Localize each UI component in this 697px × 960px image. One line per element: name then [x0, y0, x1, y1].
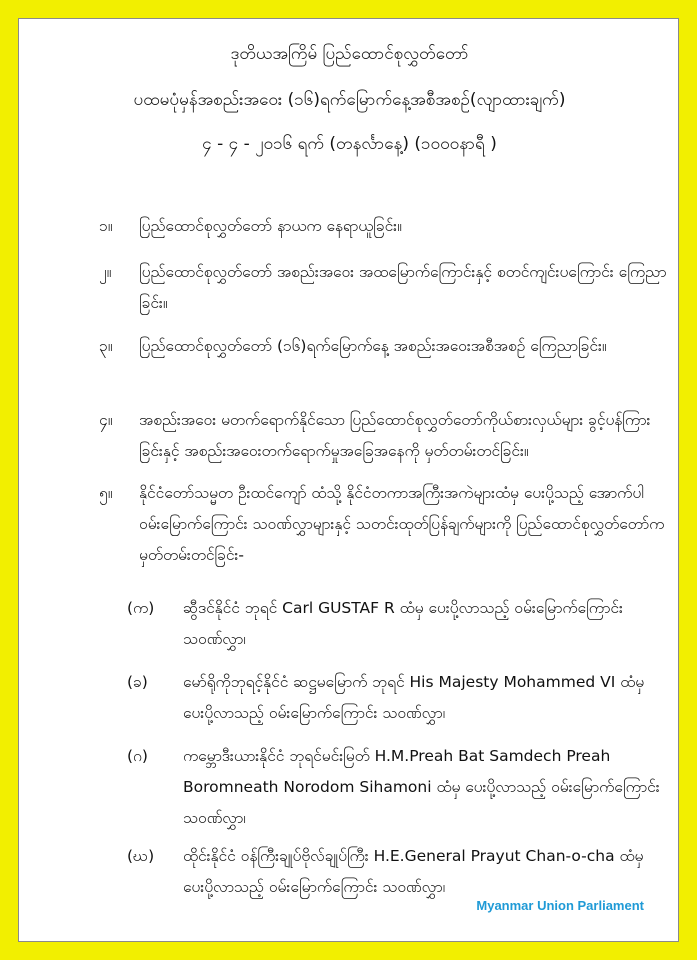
sub-item-label: (ဃ) [127, 847, 155, 865]
agenda-item-number: ၂။ [99, 263, 112, 281]
sub-item-gha [127, 841, 667, 903]
agenda-item-number: ၅။ [99, 484, 113, 502]
sub-item-text: ကမ္ဘောဒီးယားနိုင်ငံ ဘုရင်မင်းမြတ် H.M.Preah Bat Samdech Preah Boromneath Norodom Sihamoni ထံမှ ပေးပို့လာသည့် ဝမ်းမြောက်ကြောင်း သဝဏ်လွှာ၊ [183, 747, 660, 827]
agenda-item-text: ပြည်ထောင်စုလွှတ်တော် အစည်းအဝေး အထမြောက်ကြောင်းနှင့် စတင်ကျင်းပကြောင်း ကြေညာခြင်း။ [139, 263, 667, 312]
agenda-item-text: နိုင်ငံတော်သမ္မတ ဦးထင်ကျော် ထံသို့ နိုင်ငံတကာအကြီးအကဲများထံမှ ပေးပို့သည့် အောက်ပါ ဝမ်းမြောက်ကြောင်း သဝဏ်လွှာများနှင့် သတင်းထုတ်ပြန်ချက်များကို ပြည်ထောင်စုလွှတ်တော်က မှတ်တမ်းတင်ခြင်း- [139, 484, 665, 564]
agenda-item-number: ၃။ [99, 337, 113, 355]
sub-item-label: (ခ) [127, 673, 148, 691]
sub-item-text: ထိုင်းနိုင်ငံ ဝန်ကြီးချုပ်ဗိုလ်ချုပ်ကြီး H.E.General Prayut Chan-o-cha ထံမှ ပေးပို့လာသည့် ဝမ်းမြောက်ကြောင်း သဝဏ်လွှာ၊ [183, 847, 644, 896]
sub-item-label: (ဂ) [127, 747, 148, 765]
agenda-item-5 [99, 478, 669, 571]
document-page [18, 18, 679, 942]
agenda-item-4 [99, 405, 669, 467]
agenda-item-text: ပြည်ထောင်စုလွှတ်တော် နာယက နေရာယူခြင်း။ [139, 217, 402, 235]
sub-item-ka [127, 593, 667, 655]
sub-item-text: ဆွီဒင်နိုင်ငံ ဘုရင် Carl GUSTAF R ထံမှ ပေးပို့လာသည့် ဝမ်းမြောက်ကြောင်း သဝဏ်လွှာ၊ [183, 599, 623, 648]
agenda-item-text: အစည်းအဝေး မတက်ရောက်နိုင်သော ပြည်ထောင်စုလွှတ်တော်ကိုယ်စားလှယ်များ ခွင့်ပန်ကြားခြင်းနှင့် အစည်းအဝေးတက်ရောက်မှုအခြေအနေကို မှတ်တမ်းတင်ခြင်း။ [139, 411, 651, 460]
heading-line-1: ဒုတိယအကြိမ် ပြည်ထောင်စုလွှတ်တော် [230, 44, 469, 64]
heading-line-2: ပထမပုံမှန်အစည်းအဝေး (၁၆)ရက်မြောက်နေ့အစီအစဉ်(လျာထားချက်) [133, 90, 566, 110]
sub-item-text: မော်ရိုကိုဘုရင့်နိုင်ငံ ဆဋ္ဌမမြောက် ဘုရင် His Majesty Mohammed VI ထံမှ ပေးပို့လာသည့် ဝမ်းမြောက်ကြောင်း သဝဏ်လွှာ၊ [183, 673, 645, 722]
heading-line-3: ၄ - ၄ - ၂၀၁၆ ရက် (တနင်္လာနေ့) (၁၀၀၀နာရီ ) [202, 134, 497, 154]
watermark-text: Myanmar Union Parliament [476, 898, 644, 913]
sub-item-ga [127, 741, 667, 834]
sub-item-label: (က) [127, 599, 155, 617]
agenda-item-number: ၁။ [99, 217, 113, 235]
agenda-item-2 [99, 257, 669, 319]
agenda-item-text: ပြည်ထောင်စုလွှတ်တော် (၁၆)ရက်မြောက်နေ့ အစည်းအဝေးအစီအစဉ် ကြေညာခြင်း။ [139, 337, 607, 355]
agenda-item-number: ၄။ [99, 411, 113, 429]
agenda-item-3 [99, 331, 669, 362]
sub-item-kha [127, 667, 667, 729]
agenda-item-1 [99, 211, 669, 242]
